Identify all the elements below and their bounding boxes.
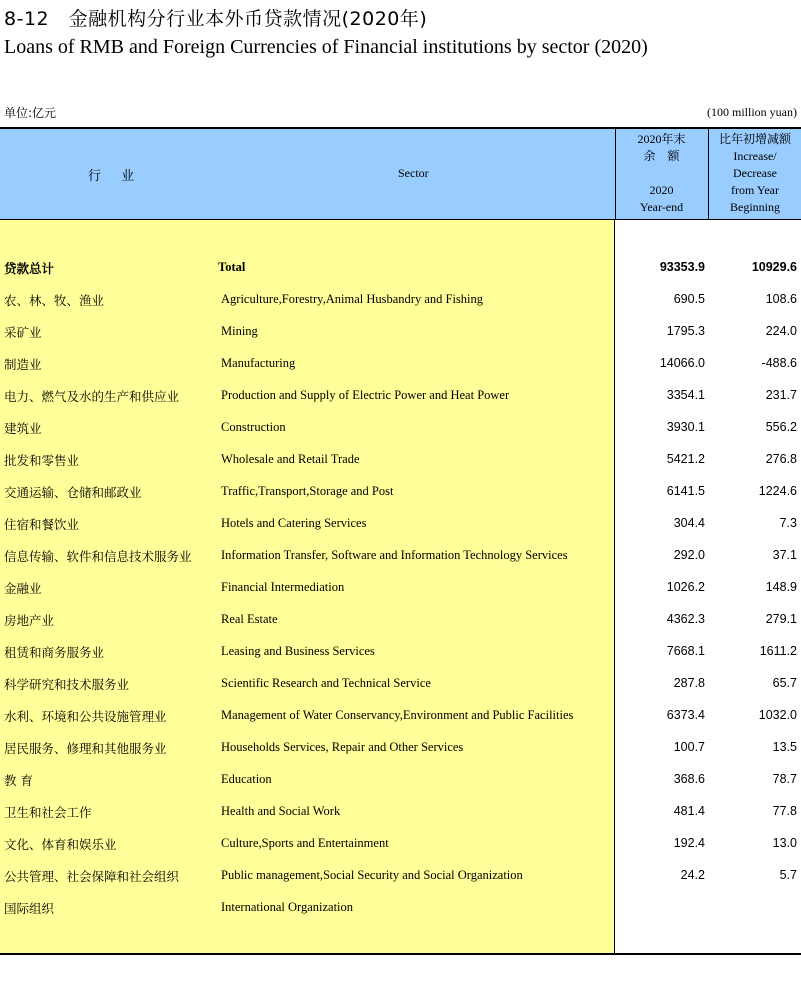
increase-value: 10929.6 xyxy=(751,260,797,274)
sector-name-en: Health and Social Work xyxy=(221,804,341,818)
table-row xyxy=(0,353,801,373)
year-end-balance-value: 7668.1 xyxy=(666,644,705,658)
header-col2-line: Beginning xyxy=(730,200,780,214)
table-row xyxy=(0,609,801,629)
sector-name-cn: 房地产业 xyxy=(4,613,55,628)
table-row xyxy=(0,641,801,661)
header-col1-line: 2020年末 xyxy=(637,132,686,146)
unit-label-en: (100 million yuan) xyxy=(707,105,797,119)
increase-value: 65.7 xyxy=(772,676,797,690)
sector-name-en: Information Transfer, Software and Information Technology Services xyxy=(221,548,568,562)
increase-value: 1224.6 xyxy=(758,484,797,498)
year-end-balance-value: 368.6 xyxy=(673,772,705,786)
sector-name-cn: 制造业 xyxy=(4,357,42,372)
increase-value: 37.1 xyxy=(772,548,797,562)
year-end-balance-value: 3930.1 xyxy=(666,420,705,434)
sector-name-en: Scientific Research and Technical Service xyxy=(221,676,431,690)
year-end-balance-value: 287.8 xyxy=(673,676,705,690)
table-row xyxy=(0,481,801,501)
increase-value: 77.8 xyxy=(772,804,797,818)
page-title-cn: 8-12 金融机构分行业本外币贷款情况(2020年) xyxy=(4,8,428,30)
sector-name-en: Public management,Social Security and Social Organization xyxy=(221,868,523,882)
increase-value: 5.7 xyxy=(779,868,797,882)
increase-value: 13.0 xyxy=(772,836,797,850)
sector-name-cn: 卫生和社会工作 xyxy=(4,805,92,820)
table-row xyxy=(0,289,801,309)
year-end-balance-value: 4362.3 xyxy=(666,612,705,626)
increase-value: 78.7 xyxy=(772,772,797,786)
increase-value: -488.6 xyxy=(761,356,797,370)
header-col1-line: 2020 xyxy=(649,183,674,197)
increase-value: 276.8 xyxy=(765,452,797,466)
table-row xyxy=(0,321,801,341)
year-end-balance-value: 690.5 xyxy=(673,292,705,306)
sector-name-en: Financial Intermediation xyxy=(221,580,345,594)
sector-name-en: Households Services, Repair and Other Services xyxy=(221,740,464,754)
unit-label-cn: 单位:亿元 xyxy=(4,106,57,120)
increase-value: 224.0 xyxy=(765,324,797,338)
sector-name-cn: 交通运输、仓储和邮政业 xyxy=(4,485,142,500)
increase-value: 148.9 xyxy=(765,580,797,594)
sector-name-en: Management of Water Conservancy,Environment and Public Facilities xyxy=(221,708,574,722)
table-row xyxy=(0,577,801,597)
table-row xyxy=(0,417,801,437)
header-col2-line: Increase/ xyxy=(733,149,777,163)
sector-name-en: Leasing and Business Services xyxy=(221,644,375,658)
table-row xyxy=(0,673,801,693)
sector-name-cn: 水利、环境和公共设施管理业 xyxy=(4,709,167,724)
sector-name-en: Construction xyxy=(221,420,286,434)
year-end-balance-value: 1795.3 xyxy=(666,324,705,338)
sector-name-cn: 采矿业 xyxy=(4,325,42,340)
table-row xyxy=(0,769,801,789)
table-row xyxy=(0,865,801,885)
table-row xyxy=(0,801,801,821)
header-col1-line: 余 额 xyxy=(643,149,680,163)
sector-name-en: Traffic,Transport,Storage and Post xyxy=(221,484,394,498)
sector-name-cn: 农、林、牧、渔业 xyxy=(4,293,105,308)
increase-value: 108.6 xyxy=(765,292,797,306)
increase-value: 1611.2 xyxy=(759,644,797,658)
sector-name-en: International Organization xyxy=(221,900,354,914)
sector-name-en: Culture,Sports and Entertainment xyxy=(221,836,389,850)
sector-name-cn: 电力、燃气及水的生产和供应业 xyxy=(4,389,180,404)
increase-value: 231.7 xyxy=(765,388,797,402)
header-industry-cn: 行 业 xyxy=(88,169,143,184)
sector-name-en: Education xyxy=(221,772,272,786)
header-col2-line: from Year xyxy=(731,183,779,197)
year-end-balance-value: 304.4 xyxy=(673,516,705,530)
year-end-balance-value: 93353.9 xyxy=(659,260,705,274)
total-row xyxy=(0,257,801,277)
year-end-balance-value: 3354.1 xyxy=(666,388,705,402)
sector-name-cn: 国际组织 xyxy=(4,901,55,916)
increase-value: 13.5 xyxy=(772,740,797,754)
increase-value: 279.1 xyxy=(765,612,797,626)
sector-name-en: Total xyxy=(218,260,246,274)
sector-name-en: Wholesale and Retail Trade xyxy=(221,452,360,466)
sector-name-en: Agriculture,Forestry,Animal Husbandry and Fishing xyxy=(221,292,483,306)
table-row xyxy=(0,705,801,725)
year-end-balance-value: 292.0 xyxy=(673,548,705,562)
header-year-end-balance xyxy=(615,129,707,219)
table-row xyxy=(0,897,801,917)
header-increase-decrease xyxy=(708,129,801,219)
sector-name-cn: 建筑业 xyxy=(4,421,42,436)
increase-value: 7.3 xyxy=(779,516,797,530)
sector-name-cn: 批发和零售业 xyxy=(4,453,80,468)
header-col1-line xyxy=(616,165,707,182)
table-row xyxy=(0,737,801,757)
sector-name-en: Mining xyxy=(221,324,258,338)
table-row xyxy=(0,833,801,853)
year-end-balance-value: 14066.0 xyxy=(659,356,705,370)
header-sector-en: Sector xyxy=(398,166,429,180)
sector-name-cn: 租赁和商务服务业 xyxy=(4,645,105,660)
year-end-balance-value: 1026.2 xyxy=(666,580,705,594)
year-end-balance-value: 6373.4 xyxy=(666,708,705,722)
increase-value: 1032.0 xyxy=(758,708,797,722)
header-col2-line: Decrease xyxy=(733,166,777,180)
table-header xyxy=(0,129,801,220)
year-end-balance-value: 24.2 xyxy=(680,868,705,882)
sector-name-en: Manufacturing xyxy=(221,356,296,370)
year-end-balance-value: 481.4 xyxy=(673,804,705,818)
sector-name-cn: 信息传输、软件和信息技术服务业 xyxy=(4,549,192,564)
sector-name-cn: 贷款总计 xyxy=(4,261,55,276)
sector-name-en: Hotels and Catering Services xyxy=(221,516,367,530)
sector-name-cn: 居民服务、修理和其他服务业 xyxy=(4,741,167,756)
header-col1-line: Year-end xyxy=(639,200,684,214)
table-bottom-rule xyxy=(0,953,801,955)
header-col2-line: 比年初增减额 xyxy=(718,132,791,146)
sector-name-en: Real Estate xyxy=(221,612,278,626)
increase-value: 556.2 xyxy=(765,420,797,434)
table-row xyxy=(0,545,801,565)
sector-name-cn: 科学研究和技术服务业 xyxy=(4,677,130,692)
table-row xyxy=(0,513,801,533)
year-end-balance-value: 6141.5 xyxy=(666,484,705,498)
table-row xyxy=(0,449,801,469)
year-end-balance-value: 192.4 xyxy=(673,836,705,850)
sector-name-cn: 金融业 xyxy=(4,581,42,596)
sector-name-cn: 文化、体育和娱乐业 xyxy=(4,837,117,852)
sector-name-cn: 教 育 xyxy=(4,773,33,788)
year-end-balance-value: 5421.2 xyxy=(666,452,705,466)
sector-name-cn: 住宿和餐饮业 xyxy=(4,517,80,532)
table-row xyxy=(0,385,801,405)
page-title-en: Loans of RMB and Foreign Currencies of Financial institutions by sector (2020) xyxy=(4,36,648,58)
year-end-balance-value: 100.7 xyxy=(673,740,705,754)
sector-name-en: Production and Supply of Electric Power and Heat Power xyxy=(221,388,510,402)
sector-name-cn: 公共管理、社会保障和社会组织 xyxy=(4,869,180,884)
